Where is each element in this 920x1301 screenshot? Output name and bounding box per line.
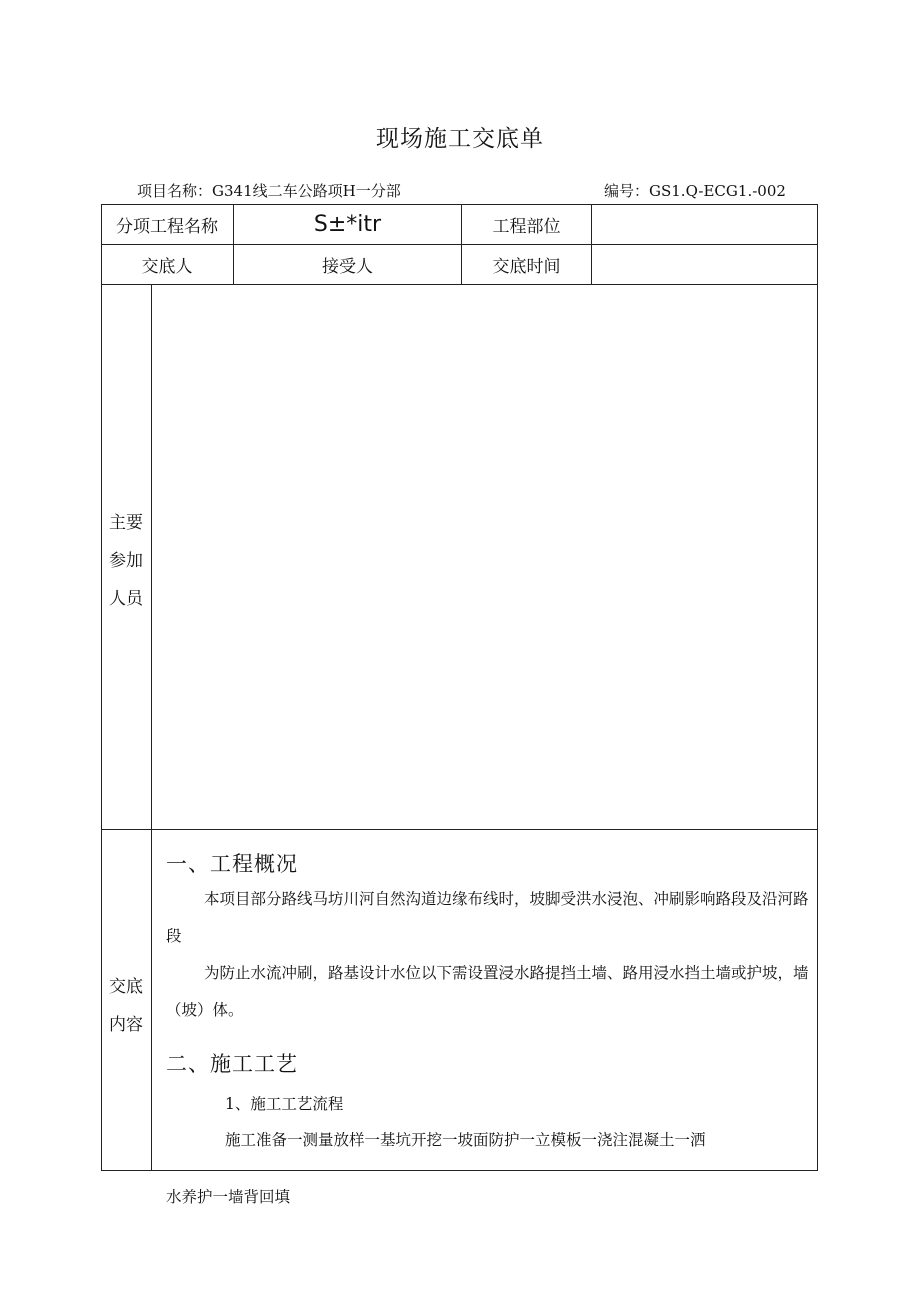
location-label: 工程部位 <box>492 216 561 237</box>
participants-label-line: 参加 <box>109 551 143 571</box>
time-label: 交底时间 <box>492 257 561 277</box>
section-heading-overview: 一、工程概况 <box>166 852 298 876</box>
row-divider <box>101 829 818 830</box>
process-flow-continuation: 水养护一墙背回填 <box>166 1188 291 1206</box>
overview-paragraph: 为防止水流冲刷，路基设计水位以下需设置浸水路提挡土墙、路用浸水挡土墙或护坡，墙（坡）体。 <box>166 964 809 1019</box>
participants-label-line: 主要 <box>109 513 143 533</box>
presenter-label: 交底人 <box>141 257 193 277</box>
serial-number: 编号：GS1.Q-ECG1.-002 <box>604 182 786 200</box>
location-value <box>592 204 818 244</box>
overview-paragraph: 本项目部分路线马坊川河自然沟道边缘布线时，坡脚受洪水浸泡、冲刷影响路段及沿河路段 <box>166 890 809 945</box>
receiver-label: 接受人 <box>322 257 373 277</box>
participants-area[interactable] <box>152 285 817 829</box>
project-name: 项目名称：G341线二车公路项H一分部 <box>137 182 401 200</box>
process-flow-line: 施工准备一测量放样一基坑开挖一坡面防护一立模板一浇注混凝土一洒 <box>225 1131 706 1149</box>
content-label-line: 内容 <box>109 1015 143 1035</box>
content-label-line: 交底 <box>109 977 143 997</box>
content-label <box>101 968 151 1044</box>
sub-project-label: 分项工程名称 <box>116 216 218 237</box>
participants-label-line: 人员 <box>109 589 143 609</box>
time-value <box>592 245 818 284</box>
section-heading-process: 二、施工工艺 <box>166 1052 298 1076</box>
document-title: 现场施工交底单 <box>376 126 544 152</box>
participants-label <box>101 504 151 618</box>
sub-project-value: S±*itr <box>313 211 382 237</box>
process-subheading: 1、施工工艺流程 <box>225 1095 344 1113</box>
